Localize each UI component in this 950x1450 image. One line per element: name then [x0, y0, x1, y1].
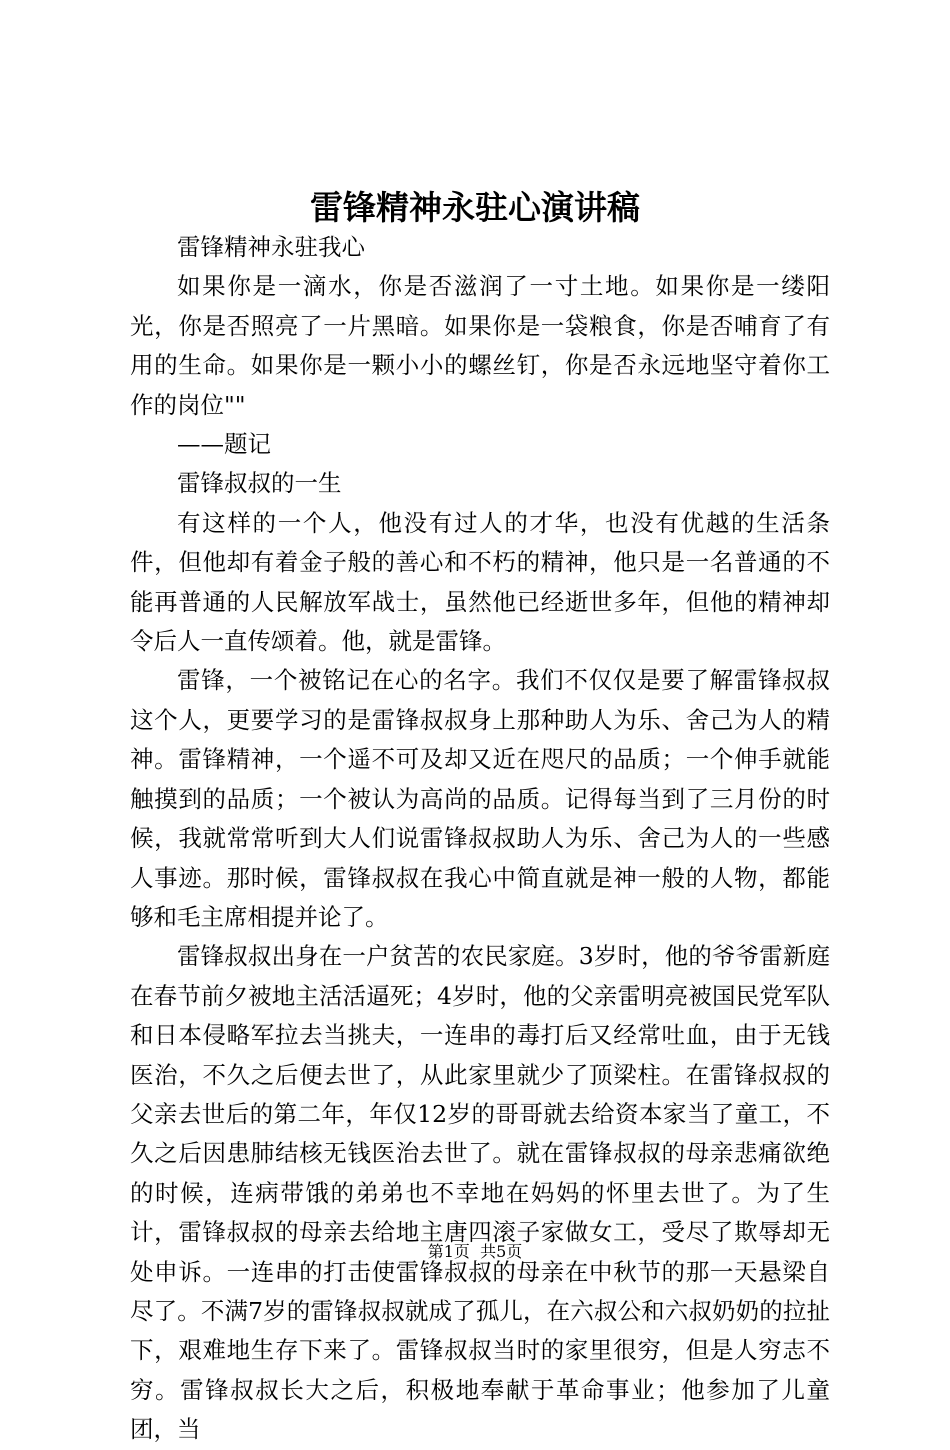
paragraph-epigraph: 如果你是一滴水，你是否滋润了一寸土地。如果你是一缕阳光，你是否照亮了一片黑暗。如果你是一袋粮食，你是否哺育了有用的生命。如果你是一颗小小的螺丝钉，你是否永远地坚守着你工作的岗位"": [130, 272, 830, 419]
document-title: 雷锋精神永驻心演讲稿: [310, 188, 640, 227]
document-body: [130, 228, 830, 1450]
paragraph-body: 有这样的一个人，他没有过人的才华，也没有优越的生活条件，但他却有着金子般的善心和不朽的精神，他只是一名普通的不能再普通的人民解放军战士，虽然他已经逝世多年，但他的精神却令后人一直传颂着。他，就是雷锋。: [130, 508, 830, 656]
paragraph-body: 雷锋叔叔出身在一户贫苦的农民家庭。3岁时，他的爷爷雷新庭在春节前夕被地主活活逼死；4岁时，他的父亲雷明亮被国民党军队和日本侵略军拉去当挑夫，一连串的毒打后又经常吐血，由于无钱医治，不久之后便去世了，从此家里就少了顶梁柱。在雷锋叔叔的父亲去世后的第二年，年仅12岁的哥哥就去给资本家当了童工，不久之后因患肺结核无钱医治去世了。就在雷锋叔叔的母亲悲痛欲绝的时候，连病带饿的弟弟也不幸地在妈妈的怀里去世了。为了生计，雷锋叔叔的母亲去给地主唐四滚子家做女工，受尽了欺辱却无处申诉。一连串的打击使雷锋叔叔的母亲在中秋节的那一天悬梁自尽了。不满7岁的雷锋叔叔就成了孤儿，在六叔公和六叔奶奶的拉扯下，艰难地生存下来了。雷锋叔叔当时的家里很穷，但是人穷志不穷。雷锋叔叔长大之后，积极地奉献于革命事业；他参加了儿童团，当: [130, 942, 830, 1444]
paragraph-epigraph-attribution: ——题记: [177, 430, 271, 459]
page-number: 第1页 共5页: [427, 1242, 523, 1261]
paragraph-subtitle: 雷锋精神永驻我心: [177, 233, 365, 261]
paragraph-body: 雷锋，一个被铭记在心的名字。我们不仅仅是要了解雷锋叔叔这个人，更要学习的是雷锋叔叔身上那种助人为乐、舍己为人的精神。雷锋精神，一个遥不可及却又近在咫尺的品质；一个伸手就能触摸到的品质；一个被认为高尚的品质。记得每当到了三月份的时候，我就常常听到大人们说雷锋叔叔助人为乐、舍己为人的一些感人事迹。那时候，雷锋叔叔在我心中简直就是神一般的人物，都能够和毛主席相提并论了。: [130, 666, 830, 931]
page-footer: [0, 1241, 950, 1263]
paragraph-section-heading: 雷锋叔叔的一生: [177, 469, 342, 498]
